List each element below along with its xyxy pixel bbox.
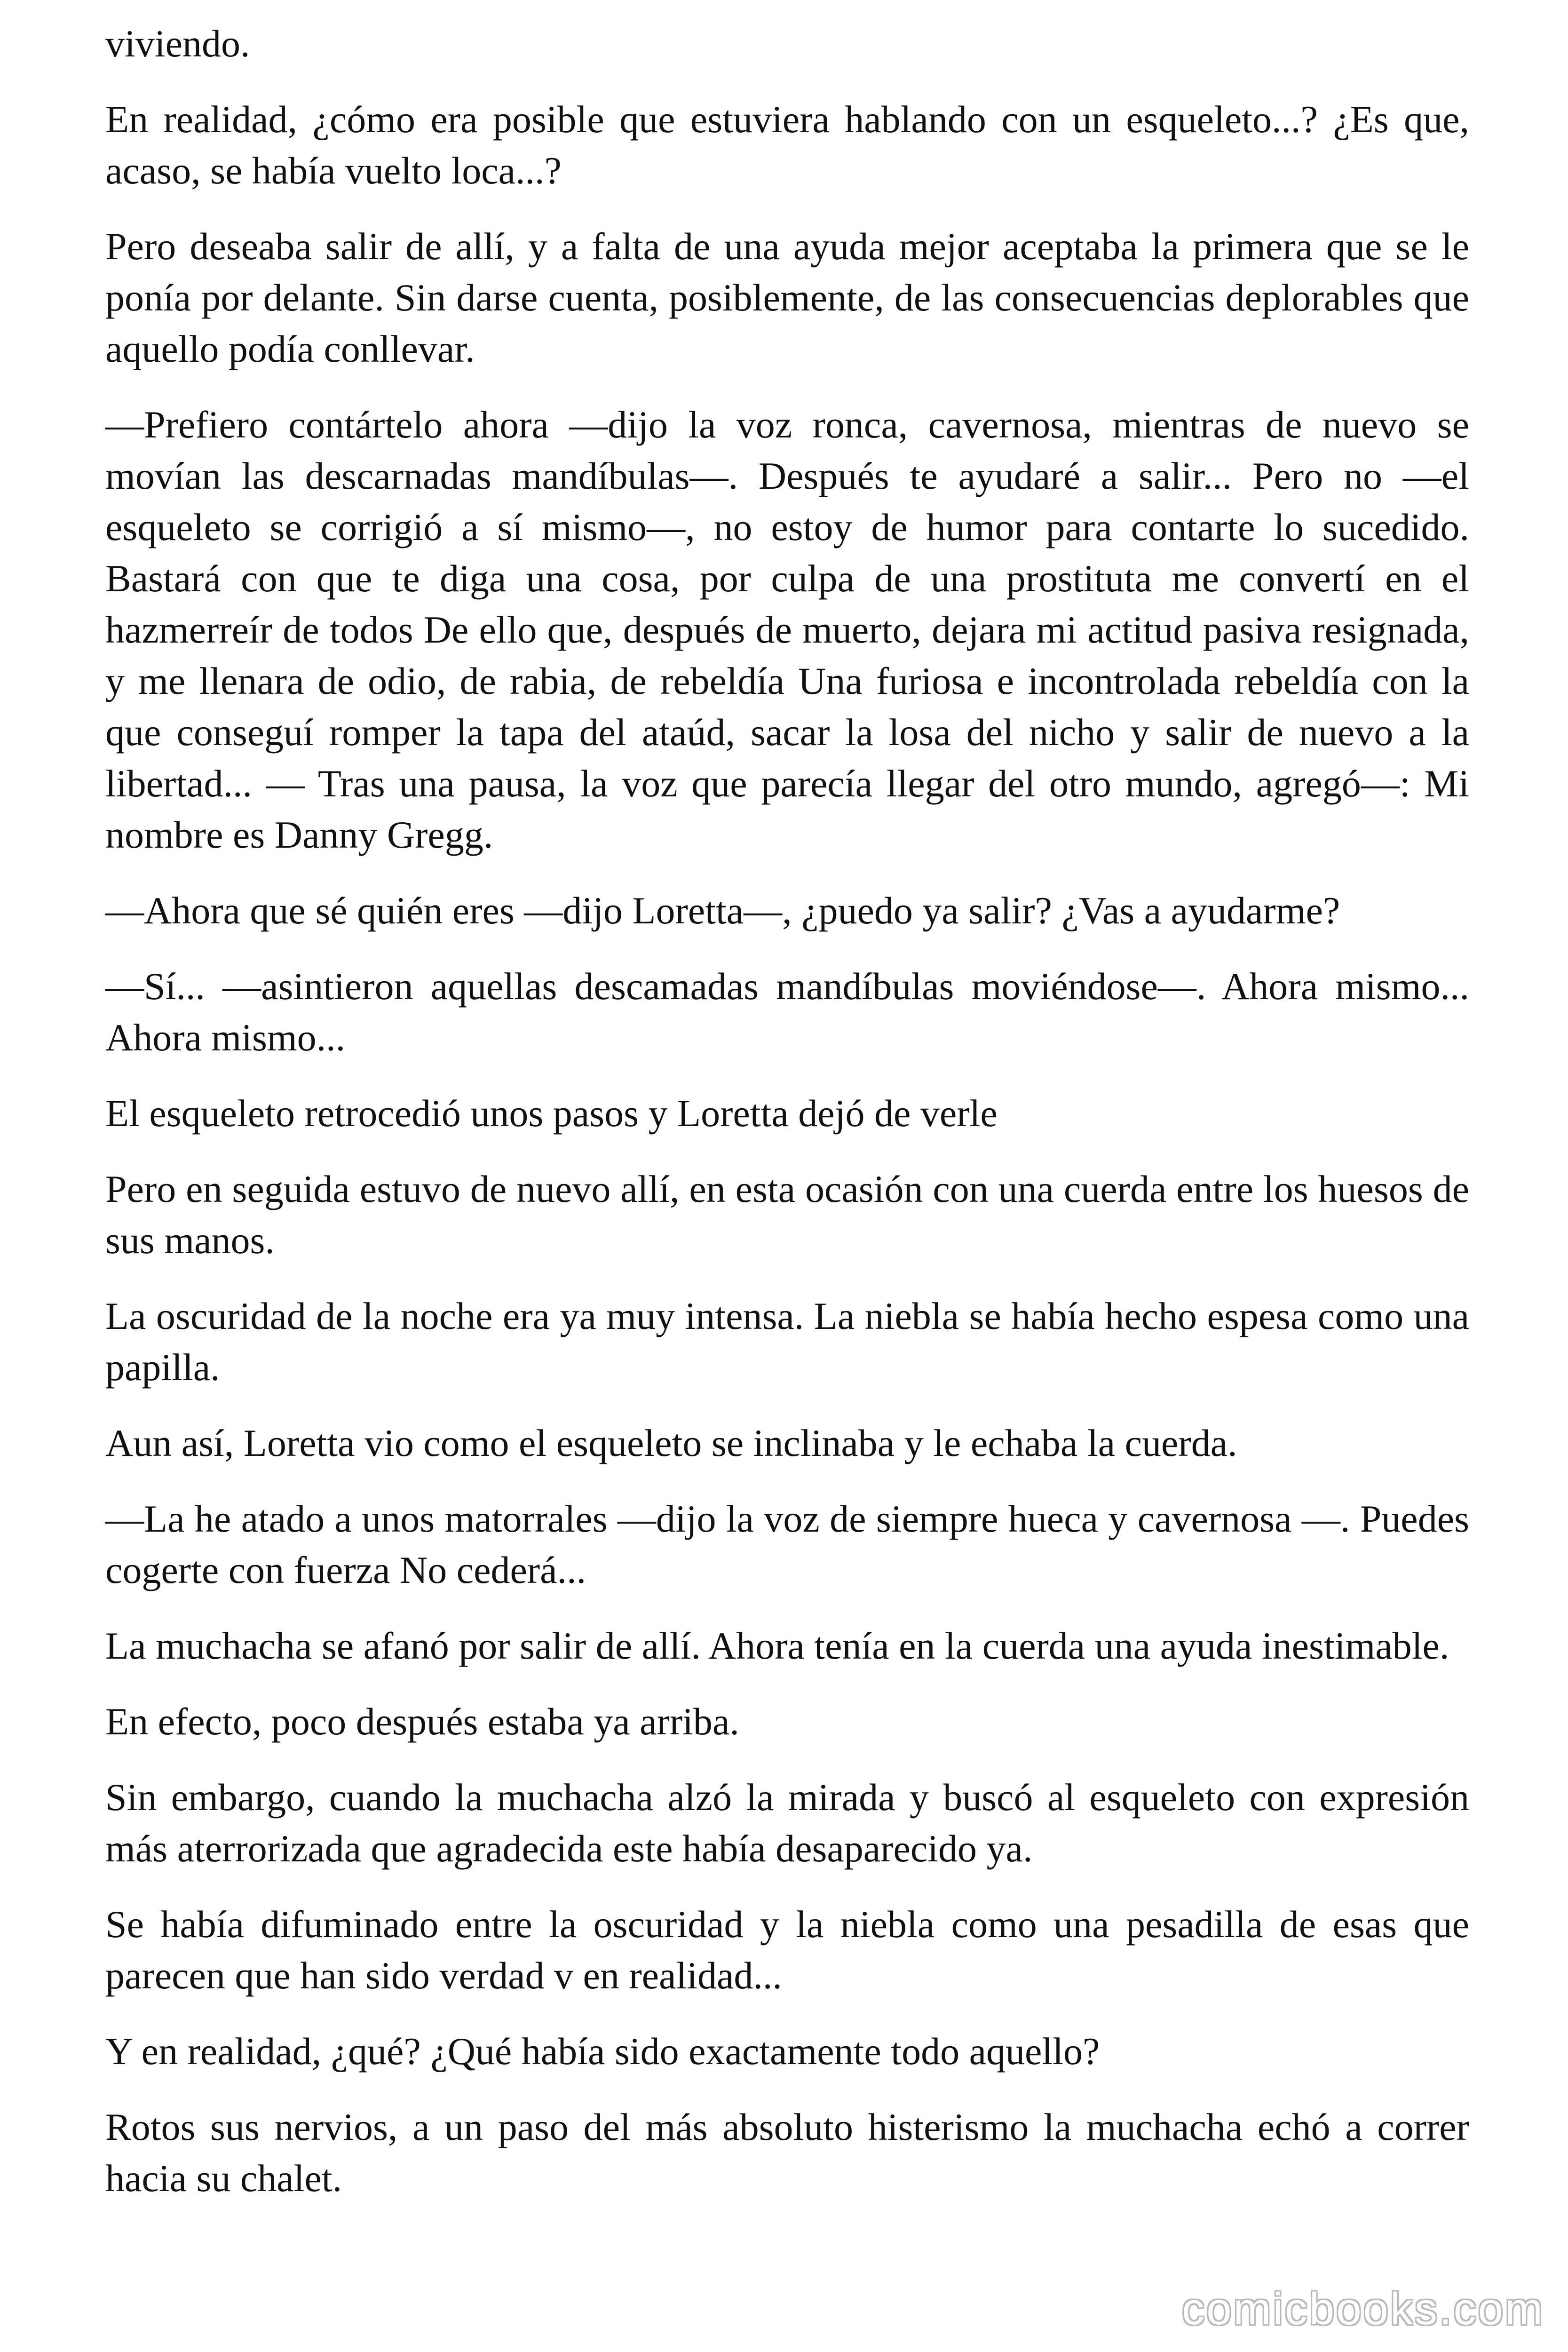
paragraph-12: La muchacha se afanó por salir de allí. Ahora tenía en la cuerda una ayuda inestimable. xyxy=(105,1624,1449,1667)
paragraph-15: Se había difuminado entre la oscuridad y la niebla como una pesadilla de esas que parecen que han sido verdad v en realidad... xyxy=(105,1903,1469,1997)
paragraph-16: Y en realidad, ¿qué? ¿Qué había sido exactamente todo aquello? xyxy=(105,2030,1100,2073)
paragraph-14: Sin embargo, cuando la muchacha alzó la mirada y buscó al esqueleto con expresión más aterrorizada que agradecida este había desaparecido ya. xyxy=(105,1776,1469,1870)
paragraph-5: —Ahora que sé quién eres —dijo Loretta—, ¿puedo ya salir? ¿Vas a ayudarme? xyxy=(105,889,1340,932)
document-page xyxy=(105,18,1469,2228)
paragraph-7: El esqueleto retrocedió unos pasos y Loretta dejó de verle xyxy=(105,1092,998,1135)
paragraph-10: Aun así, Loretta vio como el esqueleto se inclinaba y le echaba la cuerda. xyxy=(105,1422,1237,1464)
paragraph-1: viviendo. xyxy=(105,22,250,65)
paragraph-4: —Prefiero contártelo ahora —dijo la voz ronca, cavernosa, mientras de nuevo se movían las descarnadas mandíbulas—. Después te ayudaré a salir... Pero no —el esqueleto se corrigió a sí mismo—, no estoy de humor para contarte lo sucedido. Bastará con que te diga una cosa, por culpa de una prostituta me convertí en el hazmerreír de todos De ello que, después de muerto, dejara mi actitud pasiva resignada, y me llenara de odio, de rabia, de rebeldía Una furiosa e incontrolada rebeldía con la que conseguí romper la tapa del ataúd, sacar la losa del nicho y salir de nuevo a la libertad... — Tras una pausa, la voz que parecía llegar del otro mundo, agregó—: Mi nombre es Danny Gregg. xyxy=(105,403,1469,856)
paragraph-2: En realidad, ¿cómo era posible que estuviera hablando con un esqueleto...? ¿Es que, acaso, se había vuelto loca...? xyxy=(105,98,1469,192)
paragraph-9: La oscuridad de la noche era ya muy intensa. La niebla se había hecho espesa como una papilla. xyxy=(105,1295,1469,1389)
paragraph-3: Pero deseaba salir de allí, y a falta de una ayuda mejor aceptaba la primera que se le ponía por delante. Sin darse cuenta, posiblemente, de las consecuencias deplorables que aquello podía conllevar. xyxy=(105,225,1469,370)
paragraph-13: En efecto, poco después estaba ya arriba. xyxy=(105,1700,739,1743)
paragraph-6: —Sí... —asintieron aquellas descamadas mandíbulas moviéndose—. Ahora mismo... Ahora mismo... xyxy=(105,965,1469,1059)
paragraph-8: Pero en seguida estuvo de nuevo allí, en esta ocasión con una cuerda entre los huesos de sus manos. xyxy=(105,1168,1469,1262)
watermark-text: comicbooks.com xyxy=(1182,2284,1544,2334)
paragraph-11: —La he atado a unos matorrales —dijo la voz de siempre hueca y cavernosa —. Puedes cogerte con fuerza No cederá... xyxy=(105,1497,1469,1591)
paragraph-17: Rotos sus nervios, a un paso del más absoluto histerismo la muchacha echó a correr hacia su chalet. xyxy=(105,2106,1469,2200)
